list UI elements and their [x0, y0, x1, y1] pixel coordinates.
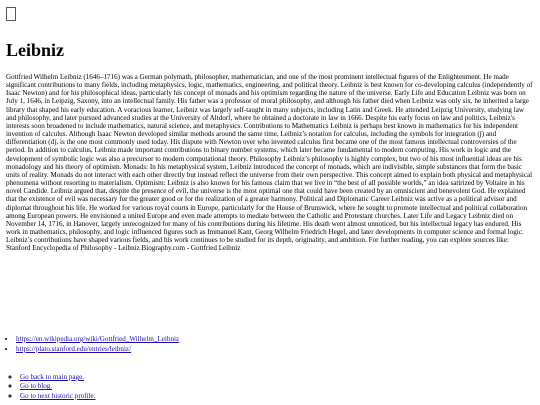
list-item — [16, 345, 516, 355]
list-item — [20, 373, 320, 382]
blog-link[interactable]: Go to blog. — [20, 382, 53, 391]
sources-list — [0, 335, 516, 354]
list-item — [20, 382, 320, 391]
source-link-wikipedia[interactable]: https://en.wikipedia.org/wiki/Gottfried_Wilhelm_Leibniz — [16, 335, 180, 343]
list-item — [20, 392, 320, 401]
broken-image-icon — [6, 7, 16, 21]
list-item — [16, 335, 516, 345]
source-link-stanford[interactable]: https://plato.stanford.edu/entries/leibniz/ — [16, 344, 132, 353]
next-profile-link[interactable]: Go to next historic profile. — [20, 391, 96, 400]
page-title: Leibniz — [6, 40, 65, 60]
biography-text: Gottfried Wilhelm Leibniz (1646–1716) was a German polymath, philosopher, mathematician, and one of the most prominent intellectual figures of the Enlightenment. He made significant contributions to many fields, including metaphysics, logic, mathematics, engineering, and political theory. Leibniz is best known for co-developing calculus (independently of Isaac Newton) and for his philosophical ideas, particularly his concept of monads and his optimism regarding the nature of the universe. Early Life and Education Leibniz was born on July 1, 1646, in Leipzig, Saxony, into an intellectual family. His father was a professor of moral philosophy, and although his father died when Leibniz was only six, he inherited a large library that shaped his early education. A voracious learner, Leibniz was largely self-taught in many subjects, including Latin and Greek. He attended Leipzig University, studying law and philosophy, and later pursued advanced studies at the University of Altdorf, where he obtained a doctorate in law in 1666. Despite his early focus on law and politics, Leibniz's interests soon broadened to include mathematics, natural science, and metaphysics. Contributions to Mathematics Leibniz is perhaps best known in mathematics for his independent invention of calculus. Although Isaac Newton developed similar methods around the same time, Leibniz’s notation for calculus, including the symbols for integration (∫) and differentiation (d), is the one most commonly used today. His dispute with Newton over who invented calculus first became one of the most famous intellectual controversies of the period. In addition to calculus, Leibniz made important contributions to binary number systems, which later became fundamental to modern computing. His work in logic and the development of symbolic logic was also a precursor to modern computational theory. Philosophy Leibniz’s philosophy is highly complex, but two of his most influential ideas are his monadology and his theory of optimism. Monads: In his metaphysical system, Leibniz introduced the concept of monads, which are indivisible, simple substances that form the basic units of reality. Monads do not interact with each other directly but instead reflect the universe from their own perspective. This concept aimed to explain both physical and metaphysical phenomena without resorting to materialism. Optimism: Leibniz is also known for his famous claim that we live in “the best of all possible worlds,” an idea satirized by Voltaire in his novel Candide. Leibniz argued that, despite the presence of evil, the universe is the most optimal one that could have been created by an omniscient and benevolent God. He explained that the existence of evil was necessary for the greater good or for the realization of a greater harmony. Political and Diplomatic Career Leibniz was active as a political advisor and diplomat throughout his life. He worked for various royal courts in Europe, particularly for the House of Brunswick, where he sought to promote intellectual and political collaboration among European powers. He envisioned a united Europe and even made attempts to mediate between the Catholic and Protestant churches. Later Life and Legacy Leibniz died on November 14, 1716, in Hanover, largely unrecognized for many of his contributions during his lifetime. His death went almost unnoticed, but his intellectual legacy has endured. His work in mathematics, philosophy, and logic influenced figures such as Immanuel Kant, Georg Wilhelm Friedrich Hegel, and later developments in computer science and formal logic. Leibniz’s contributions have shaped various fields, and his work continues to be studied for its depth, originality, and ambition. For further reading, you can explore sources like: Stanford Encyclopedia of Philosophy - Leibniz Biography.com - Gottfried Leibniz — [6, 73, 533, 253]
navigation-list — [0, 373, 320, 401]
main-page-link[interactable]: Go back to main page. — [20, 373, 85, 381]
